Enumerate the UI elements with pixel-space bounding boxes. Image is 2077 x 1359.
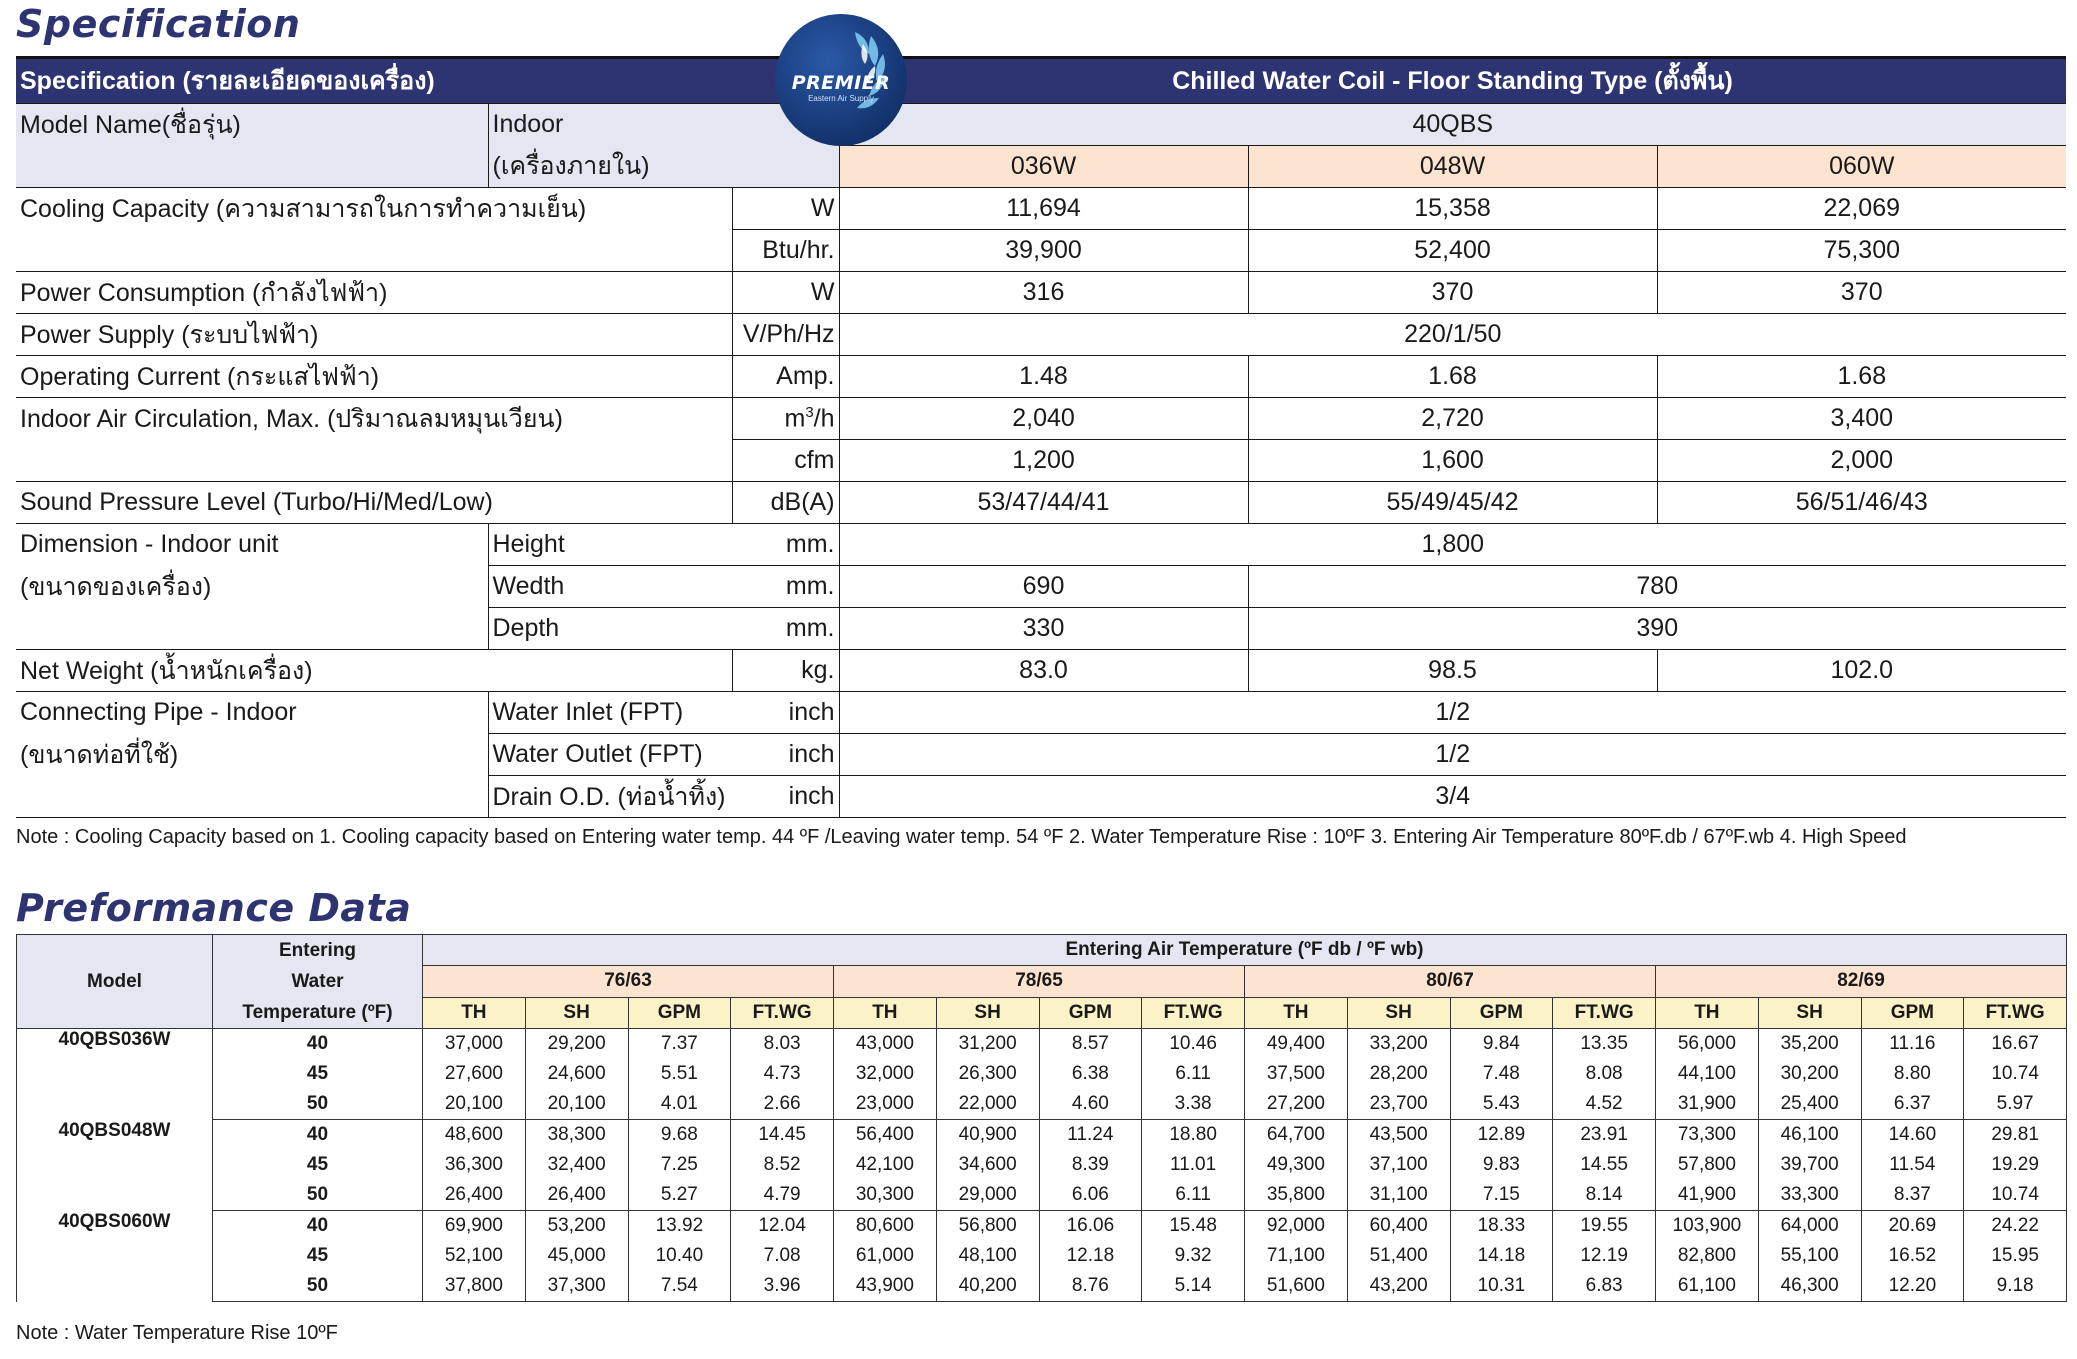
column-header: GPM (1450, 997, 1553, 1028)
cell-value: 10.74 (1964, 1059, 2067, 1089)
cell-value: 43,500 (1347, 1120, 1450, 1151)
value: 2,720 (1248, 398, 1657, 440)
cell-value: 23,000 (834, 1089, 937, 1120)
model-name: 40QBS060W (17, 1211, 213, 1302)
cell-value: 5.43 (1450, 1089, 1553, 1120)
cell-value: 32,000 (834, 1059, 937, 1089)
cell-value: 38,300 (525, 1120, 628, 1151)
supply-row (16, 314, 2066, 356)
cell-value: 11.16 (1861, 1029, 1964, 1060)
water-temp: 45 (213, 1150, 423, 1180)
cell-value: 8.39 (1039, 1150, 1142, 1180)
cell-value: 14.55 (1553, 1150, 1656, 1180)
height-label: Height (488, 524, 732, 566)
water-temp: 40 (213, 1029, 423, 1060)
cell-value: 12.04 (731, 1211, 834, 1242)
air-temp-group: 76/63 (423, 966, 834, 997)
drain-label: Drain O.D. (ท่อน้ำทิ้ง) (488, 776, 732, 818)
cell-value: 2.66 (731, 1089, 834, 1120)
logo-subtext: Eastern Air Supply (808, 94, 874, 103)
cell-value: 7.54 (628, 1271, 731, 1302)
cell-value: 49,400 (1245, 1029, 1348, 1060)
model-name: 40QBS036W (17, 1029, 213, 1120)
cell-value: 18.33 (1450, 1211, 1553, 1242)
cell-value: 73,300 (1656, 1120, 1759, 1151)
value: 53/47/44/41 (839, 482, 1248, 524)
cell-value: 23,700 (1347, 1089, 1450, 1120)
outlet-label: Water Outlet (FPT) (488, 734, 732, 776)
column-header: TH (1656, 997, 1759, 1028)
cell-value: 41,900 (1656, 1180, 1759, 1211)
cell-value: 11.54 (1861, 1150, 1964, 1180)
cell-value: 43,000 (834, 1029, 937, 1060)
unit: mm. (732, 608, 839, 650)
value: 11,694 (839, 188, 1248, 230)
unit: cfm (732, 440, 839, 482)
value: 1.68 (1657, 356, 2066, 398)
cell-value: 3.96 (731, 1271, 834, 1302)
value: 1,600 (1248, 440, 1657, 482)
air-cfm-row (16, 440, 2066, 482)
cell-value: 12.20 (1861, 1271, 1964, 1302)
value: 15,358 (1248, 188, 1657, 230)
spec-header-row (16, 58, 2066, 104)
ewt-header: Entering Water Temperature (ºF) (213, 935, 423, 1029)
cell-value: 52,100 (423, 1241, 526, 1271)
cell-value: 9.84 (1450, 1029, 1553, 1060)
cell-value: 15.95 (1964, 1241, 2067, 1271)
cell-value: 24,600 (525, 1059, 628, 1089)
cell-value: 6.11 (1142, 1180, 1245, 1211)
dimension-label: Dimension - Indoor unit (16, 524, 488, 566)
cooling-btu-row (16, 230, 2066, 272)
drain-row (16, 776, 2066, 818)
cell-value: 20.69 (1861, 1211, 1964, 1242)
cell-value: 26,300 (936, 1059, 1039, 1089)
cell-value: 29.81 (1964, 1120, 2067, 1151)
logo-text: PREMIER (791, 72, 891, 94)
cell-value: 34,600 (936, 1150, 1039, 1180)
model-060w: 060W (1657, 146, 2066, 188)
cell-value: 26,400 (525, 1180, 628, 1211)
value: 1/2 (839, 734, 2066, 776)
cell-value: 5.14 (1142, 1271, 1245, 1302)
cell-value: 51,400 (1347, 1241, 1450, 1271)
cell-value: 14.60 (1861, 1120, 1964, 1151)
cell-value: 51,600 (1245, 1271, 1348, 1302)
value: 390 (1248, 608, 2066, 650)
unit: $m^3/h$ (732, 398, 839, 440)
cell-value: 8.08 (1553, 1059, 1656, 1089)
cell-value: 29,000 (936, 1180, 1039, 1211)
cell-value: 92,000 (1245, 1211, 1348, 1242)
value: 98.5 (1248, 650, 1657, 692)
unit: Amp. (732, 356, 839, 398)
unit: kg. (732, 650, 839, 692)
pipe-label: Connecting Pipe - Indoor (16, 692, 488, 734)
cell-value: 36,300 (423, 1150, 526, 1180)
water-temp: 45 (213, 1059, 423, 1089)
cell-value: 35,200 (1758, 1029, 1861, 1060)
value: 75,300 (1657, 230, 2066, 272)
eat-header: Entering Air Temperature (ºF db / ºF wb) (423, 935, 2067, 966)
cell-value: 7.37 (628, 1029, 731, 1060)
cell-value: 4.52 (1553, 1089, 1656, 1120)
sound-row (16, 482, 2066, 524)
cell-value: 7.15 (1450, 1180, 1553, 1211)
cell-value: 6.83 (1553, 1271, 1656, 1302)
cell-value: 57,800 (1656, 1150, 1759, 1180)
cooling-label: Cooling Capacity (ความสามารถในการทำความเย็น) (16, 188, 732, 230)
value: 102.0 (1657, 650, 2066, 692)
cell-value: 53,200 (525, 1211, 628, 1242)
value: 39,900 (839, 230, 1248, 272)
water-temp: 50 (213, 1089, 423, 1120)
model-row-2 (16, 146, 2066, 188)
model-row-1 (16, 104, 2066, 146)
air-temp-group: 82/69 (1656, 966, 2067, 997)
unit: mm. (732, 524, 839, 566)
cell-value: 37,100 (1347, 1150, 1450, 1180)
weight-label: Net Weight (น้ำหนักเครื่อง) (16, 650, 732, 692)
specification-table (16, 56, 2066, 818)
cell-value: 13.92 (628, 1211, 731, 1242)
cell-value: 64,000 (1758, 1211, 1861, 1242)
cell-value: 46,300 (1758, 1271, 1861, 1302)
outlet-row (16, 734, 2066, 776)
column-header: TH (834, 997, 937, 1028)
column-header: TH (423, 997, 526, 1028)
current-label: Operating Current (กระแสไฟฟ้า) (16, 356, 732, 398)
inlet-label: Water Inlet (FPT) (488, 692, 732, 734)
value: 690 (839, 566, 1248, 608)
dimension-label-th: (ขนาดของเครื่อง) (16, 566, 488, 608)
cell-value: 19.55 (1553, 1211, 1656, 1242)
table-row (17, 1120, 2067, 1151)
spec-note: Note : Cooling Capacity based on 1. Cooling capacity based on Entering water temp. 44 ºF /Leaving water temp. 54 ºF 2. Water Temperature Rise : 10ºF 3. Entering Air Temperature 80ºF.db / 67ºF.wb 4. High Speed (16, 826, 1907, 848)
width-row (16, 566, 2066, 608)
table-row (17, 1211, 2067, 1242)
cell-value: 16.06 (1039, 1211, 1142, 1242)
cell-value: 56,000 (1656, 1029, 1759, 1060)
value: 3,400 (1657, 398, 2066, 440)
unit: dB(A) (732, 482, 839, 524)
table-row (17, 1180, 2067, 1211)
cell-value: 46,100 (1758, 1120, 1861, 1151)
cell-value: 4.73 (731, 1059, 834, 1089)
spec-title: Specification (16, 2, 301, 46)
cell-value: 16.67 (1964, 1029, 2067, 1060)
depth-row (16, 608, 2066, 650)
cell-value: 10.40 (628, 1241, 731, 1271)
cell-value: 16.52 (1861, 1241, 1964, 1271)
cell-value: 27,200 (1245, 1089, 1348, 1120)
water-temp: 50 (213, 1271, 423, 1302)
cell-value: 22,000 (936, 1089, 1039, 1120)
cell-value: 31,200 (936, 1029, 1039, 1060)
value: 220/1/50 (839, 314, 2066, 356)
value: 83.0 (839, 650, 1248, 692)
cell-value: 8.52 (731, 1150, 834, 1180)
performance-table (16, 934, 2067, 1302)
table-row (17, 1150, 2067, 1180)
cell-value: 12.89 (1450, 1120, 1553, 1151)
model-name-label: Model Name(ชื่อรุ่น) (16, 104, 488, 146)
cell-value: 8.76 (1039, 1271, 1142, 1302)
cell-value: 31,900 (1656, 1089, 1759, 1120)
indoor-label: Indoor (488, 104, 839, 146)
cell-value: 33,200 (1347, 1029, 1450, 1060)
cell-value: 80,600 (834, 1211, 937, 1242)
value: 56/51/46/43 (1657, 482, 2066, 524)
cell-value: 61,000 (834, 1241, 937, 1271)
cell-value: 43,900 (834, 1271, 937, 1302)
air-temp-group: 78/65 (834, 966, 1245, 997)
cell-value: 20,100 (525, 1089, 628, 1120)
cell-value: 9.68 (628, 1120, 731, 1151)
unit: inch (732, 734, 839, 776)
column-header: GPM (1039, 997, 1142, 1028)
cell-value: 69,900 (423, 1211, 526, 1242)
column-header: SH (936, 997, 1039, 1028)
value: 22,069 (1657, 188, 2066, 230)
water-temp: 40 (213, 1211, 423, 1242)
cell-value: 64,700 (1245, 1120, 1348, 1151)
cell-value: 8.37 (1861, 1180, 1964, 1211)
premier-logo (775, 14, 907, 146)
cell-value: 32,400 (525, 1150, 628, 1180)
cell-value: 60,400 (1347, 1211, 1450, 1242)
cell-value: 8.14 (1553, 1180, 1656, 1211)
table-row (17, 1089, 2067, 1120)
cell-value: 39,700 (1758, 1150, 1861, 1180)
cell-value: 8.57 (1039, 1029, 1142, 1060)
value: 330 (839, 608, 1248, 650)
cell-value: 4.60 (1039, 1089, 1142, 1120)
cell-value: 37,300 (525, 1271, 628, 1302)
table-row (17, 1029, 2067, 1060)
column-header: SH (525, 997, 628, 1028)
cell-value: 8.03 (731, 1029, 834, 1060)
value: 1/2 (839, 692, 2066, 734)
power-row (16, 272, 2066, 314)
series-name: 40QBS (839, 104, 2066, 146)
value: 780 (1248, 566, 2066, 608)
column-header: GPM (1861, 997, 1964, 1028)
cell-value: 30,300 (834, 1180, 937, 1211)
unit: inch (732, 776, 839, 818)
cell-value: 42,100 (834, 1150, 937, 1180)
cell-value: 49,300 (1245, 1150, 1348, 1180)
performance-note: Note : Water Temperature Rise 10ºF (16, 1322, 338, 1344)
cell-value: 23.91 (1553, 1120, 1656, 1151)
value: 2,040 (839, 398, 1248, 440)
column-header: FT.WG (1553, 997, 1656, 1028)
sound-label: Sound Pressure Level (Turbo/Hi/Med/Low) (16, 482, 732, 524)
cell-value: 33,300 (1758, 1180, 1861, 1211)
water-temp: 45 (213, 1241, 423, 1271)
cell-value: 103,900 (1656, 1211, 1759, 1242)
cell-value: 7.25 (628, 1150, 731, 1180)
value: 1,800 (839, 524, 2066, 566)
cell-value: 10.31 (1450, 1271, 1553, 1302)
model-036w: 036W (839, 146, 1248, 188)
width-label: Wedth (488, 566, 732, 608)
cell-value: 45,000 (525, 1241, 628, 1271)
cell-value: 12.19 (1553, 1241, 1656, 1271)
supply-label: Power Supply (ระบบไฟฟ้า) (16, 314, 732, 356)
value: 1.48 (839, 356, 1248, 398)
cell-value: 9.32 (1142, 1241, 1245, 1271)
cell-value: 55,100 (1758, 1241, 1861, 1271)
water-temp: 50 (213, 1180, 423, 1211)
water-temp: 40 (213, 1120, 423, 1151)
table-row (17, 1241, 2067, 1271)
air-m3-row (16, 398, 2066, 440)
cell-value: 3.38 (1142, 1089, 1245, 1120)
cell-value: 82,800 (1656, 1241, 1759, 1271)
cell-value: 5.27 (628, 1180, 731, 1211)
cell-value: 13.35 (1553, 1029, 1656, 1060)
model-048w: 048W (1248, 146, 1657, 188)
cell-value: 61,100 (1656, 1271, 1759, 1302)
model-name: 40QBS048W (17, 1120, 213, 1211)
value: 1.68 (1248, 356, 1657, 398)
cell-value: 37,800 (423, 1271, 526, 1302)
cell-value: 56,400 (834, 1120, 937, 1151)
cell-value: 15.48 (1142, 1211, 1245, 1242)
cell-value: 6.38 (1039, 1059, 1142, 1089)
column-header: SH (1758, 997, 1861, 1028)
cell-value: 40,200 (936, 1271, 1039, 1302)
cell-value: 37,000 (423, 1029, 526, 1060)
performance-title: Preformance Data (16, 886, 412, 930)
column-header: FT.WG (1142, 997, 1245, 1028)
cell-value: 9.83 (1450, 1150, 1553, 1180)
cell-value: 20,100 (423, 1089, 526, 1120)
air-label: Indoor Air Circulation, Max. (ปริมาณลมหมุนเวียน) (16, 398, 732, 440)
cell-value: 5.51 (628, 1059, 731, 1089)
unit: V/Ph/Hz (732, 314, 839, 356)
cell-value: 6.11 (1142, 1059, 1245, 1089)
cell-value: 6.06 (1039, 1180, 1142, 1211)
column-header: TH (1245, 997, 1348, 1028)
cell-value: 11.24 (1039, 1120, 1142, 1151)
cell-value: 9.18 (1964, 1271, 2067, 1302)
column-header: SH (1347, 997, 1450, 1028)
table-row (17, 1271, 2067, 1302)
column-header: FT.WG (731, 997, 834, 1028)
value: 370 (1248, 272, 1657, 314)
cell-value: 43,200 (1347, 1271, 1450, 1302)
cell-value: 25,400 (1758, 1089, 1861, 1120)
value: 55/49/45/42 (1248, 482, 1657, 524)
cell-value: 10.74 (1964, 1180, 2067, 1211)
power-label: Power Consumption (กำลังไฟฟ้า) (16, 272, 732, 314)
unit: inch (732, 692, 839, 734)
value: 1,200 (839, 440, 1248, 482)
air-temp-group: 80/67 (1245, 966, 1656, 997)
current-row (16, 356, 2066, 398)
cell-value: 48,100 (936, 1241, 1039, 1271)
cell-value: 48,600 (423, 1120, 526, 1151)
unit: Btu/hr. (732, 230, 839, 272)
table-row (17, 1059, 2067, 1089)
model-header: Model (17, 935, 213, 1029)
value: 52,400 (1248, 230, 1657, 272)
cell-value: 37,500 (1245, 1059, 1348, 1089)
spec-header-left: Specification (รายละเอียดของเครื่อง) (16, 58, 732, 104)
cell-value: 19.29 (1964, 1150, 2067, 1180)
cell-value: 26,400 (423, 1180, 526, 1211)
weight-row (16, 650, 2066, 692)
unit: W (732, 272, 839, 314)
cell-value: 56,800 (936, 1211, 1039, 1242)
cell-value: 5.97 (1964, 1089, 2067, 1120)
pipe-label-th: (ขนาดท่อที่ใช้) (16, 734, 488, 776)
height-row (16, 524, 2066, 566)
value: 316 (839, 272, 1248, 314)
cell-value: 4.79 (731, 1180, 834, 1211)
cell-value: 27,600 (423, 1059, 526, 1089)
cell-value: 14.45 (731, 1120, 834, 1151)
cell-value: 24.22 (1964, 1211, 2067, 1242)
cooling-w-row (16, 188, 2066, 230)
value: 370 (1657, 272, 2066, 314)
cell-value: 29,200 (525, 1029, 628, 1060)
cell-value: 31,100 (1347, 1180, 1450, 1211)
cell-value: 12.18 (1039, 1241, 1142, 1271)
column-header: GPM (628, 997, 731, 1028)
cell-value: 71,100 (1245, 1241, 1348, 1271)
spec-header-right: Chilled Water Coil - Floor Standing Type (ตั้งพื้น) (839, 58, 2066, 104)
value: 3/4 (839, 776, 2066, 818)
cell-value: 14.18 (1450, 1241, 1553, 1271)
cell-value: 7.08 (731, 1241, 834, 1271)
inlet-row (16, 692, 2066, 734)
unit: W (732, 188, 839, 230)
cell-value: 6.37 (1861, 1089, 1964, 1120)
cell-value: 8.80 (1861, 1059, 1964, 1089)
unit: mm. (732, 566, 839, 608)
depth-label: Depth (488, 608, 732, 650)
cell-value: 4.01 (628, 1089, 731, 1120)
cell-value: 30,200 (1758, 1059, 1861, 1089)
indoor-label-th: (เครื่องภายใน) (488, 146, 839, 188)
cell-value: 10.46 (1142, 1029, 1245, 1060)
cell-value: 35,800 (1245, 1180, 1348, 1211)
cell-value: 18.80 (1142, 1120, 1245, 1151)
cell-value: 28,200 (1347, 1059, 1450, 1089)
column-header: FT.WG (1964, 997, 2067, 1028)
cell-value: 44,100 (1656, 1059, 1759, 1089)
value: 2,000 (1657, 440, 2066, 482)
cell-value: 40,900 (936, 1120, 1039, 1151)
cell-value: 7.48 (1450, 1059, 1553, 1089)
cell-value: 11.01 (1142, 1150, 1245, 1180)
